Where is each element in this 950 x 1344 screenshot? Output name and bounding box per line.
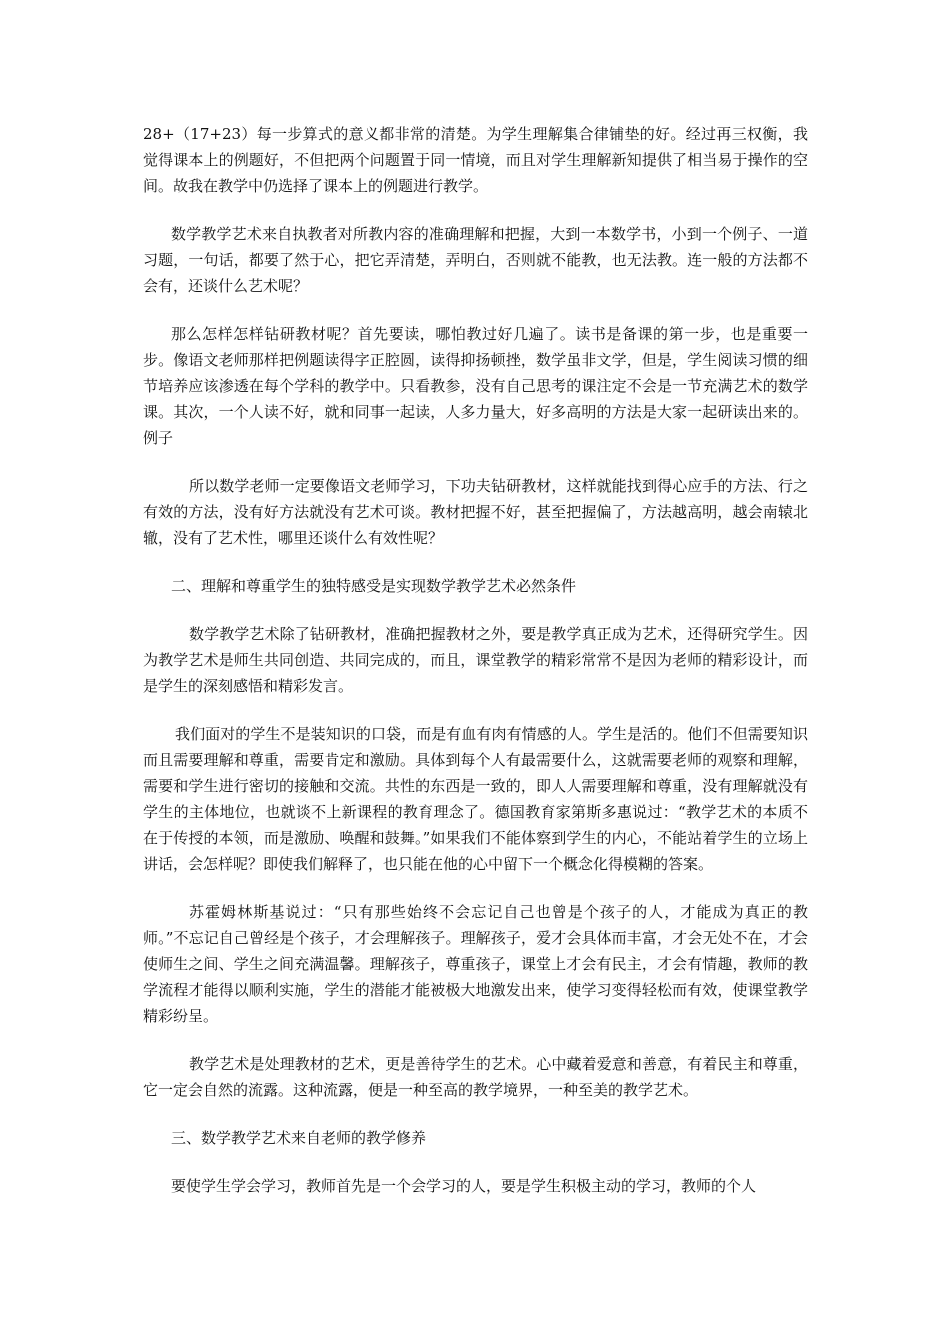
- paragraph-6: 我们面对的学生不是装知识的口袋，而是有血有肉有情感的人。学生是活的。他们不但需要知识而且需要理解和尊重，需要肯定和激励。具体到每个人有最需要什么，这就需要老师的观察和理解，需要和学生进行密切的接触和交流。共性的东西是一致的，即人人需要理解和尊重，没有理解就没有学生的主体地位，也就谈不上新课程的教育理念了。德国教育家第斯多惠说过：“教学艺术的本质不在于传授的本领，而是激励、唤醒和鼓舞。”如果我们不能体察到学生的内心，不能站着学生的立场上讲话，会怎样呢？即使我们解释了，也只能在他的心中留下一个概念化得模糊的答案。: [143, 725, 808, 873]
- paragraph-9: 要使学生学会学习，教师首先是一个会学习的人，要是学生积极主动的学习，教师的个人: [171, 1177, 757, 1195]
- paragraph-8: 教学艺术是处理教材的艺术，更是善待学生的艺术。心中藏着爱意和善意，有着民主和尊重，它一定会自然的流露。这种流露，便是一种至高的教学境界，一种至美的教学艺术。: [143, 1055, 808, 1099]
- paragraph-4: 所以数学老师一定要像语文老师学习，下功夫钻研教材，这样就能找到得心应手的方法、行之有效的方法，没有好方法就没有艺术可谈。教材把握不好，甚至把握偏了，方法越高明，越会南辕北辙，没有了艺术性，哪里还谈什么有效性呢？: [143, 477, 808, 547]
- document-page: [143, 121, 808, 1221]
- paragraph-2: 数学教学艺术来自执教者对所教内容的准确理解和把握，大到一本数学书，小到一个例子、一道习题，一句话，都要了然于心，把它弄清楚，弄明白，否则就不能教，也无法教。连一般的方法都不会有，还谈什么艺术呢？: [143, 225, 808, 295]
- section-heading-2: 二、理解和尊重学生的独特感受是实现数学教学艺术必然条件: [171, 577, 577, 595]
- paragraph-1: 28+（17+23）每一步算式的意义都非常的清楚。为学生理解集合律铺垫的好。经过再三权衡，我觉得课本上的例题好，不但把两个问题置于同一情境，而且对学生理解新知提供了相当易于操作的空间。故我在教学中仍选择了课本上的例题进行教学。: [143, 125, 808, 195]
- section-heading-3: 三、数学教学艺术来自老师的教学修养: [171, 1129, 427, 1147]
- paragraph-3: 那么怎样怎样钻研教材呢？首先要读，哪怕教过好几遍了。读书是备课的第一步，也是重要一步。像语文老师那样把例题读得字正腔圆，读得抑扬顿挫，数学虽非文学，但是，学生阅读习惯的细节培养应该渗透在每个学科的教学中。只看教参，没有自己思考的课注定不会是一节充满艺术的数学课。其次，一个人读不好，就和同事一起读，人多力量大，好多高明的方法是大家一起研读出来的。例子: [143, 325, 808, 447]
- paragraph-5: 数学教学艺术除了钻研教材，准确把握教材之外，要是教学真正成为艺术，还得研究学生。因为教学艺术是师生共同创造、共同完成的，而且，课堂教学的精彩常常不是因为老师的精彩设计，而是学生的深刻感悟和精彩发言。: [143, 625, 808, 695]
- paragraph-7: 苏霍姆林斯基说过：“只有那些始终不会忘记自己也曾是个孩子的人，才能成为真正的教师。”不忘记自己曾经是个孩子，才会理解孩子。理解孩子，爱才会具体而丰富，才会无处不在，才会使师生之间、学生之间充满温馨。理解孩子，尊重孩子，课堂上才会有民主，才会有情趣，教师的教学流程才能得以顺利实施，学生的潜能才能被极大地激发出来，使学习变得轻松而有效，使课堂教学精彩纷呈。: [143, 903, 808, 1025]
